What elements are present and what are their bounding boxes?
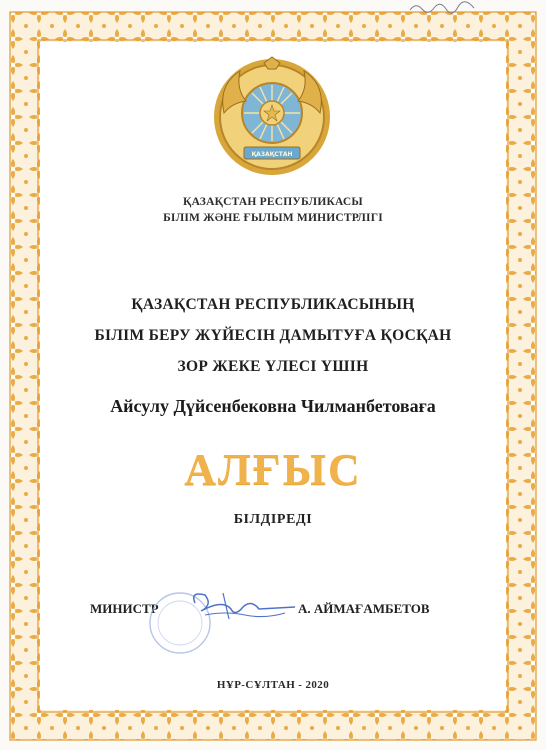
heading-line-2: БІЛІМ БЕРУ ЖҮЙЕСІН ДАМЫТУҒА ҚОСҚАН <box>94 327 452 344</box>
expresses-verb: БІЛДІРЕДІ <box>233 512 313 527</box>
recipient-name: Айсулу Дүйсенбековна Чилманбетоваға <box>110 396 436 416</box>
signatory-title: МИНИСТР <box>90 601 159 616</box>
ministry-name-line-1: ҚАЗАҚСТАН РЕСПУБЛИКАСЫ <box>183 196 363 208</box>
svg-text:ҚАЗАҚСТАН: ҚАЗАҚСТАН <box>251 151 293 158</box>
state-emblem-icon <box>210 55 334 179</box>
heading-line-3: ЗОР ЖЕКЕ ҮЛЕСІ ҮШІН <box>177 358 369 375</box>
heading-line-1: ҚАЗАҚСТАН РЕСПУБЛИКАСЫНЫҢ <box>131 296 415 313</box>
certificate-title: АЛҒЫС <box>184 445 362 494</box>
signatory-name: А. АЙМАҒАМБЕТОВ <box>298 601 430 616</box>
signature-stamp-icon <box>135 585 310 655</box>
handwritten-note-scribble <box>408 0 478 16</box>
ministry-name-line-2: БІЛІМ ЖӘНЕ ҒЫЛЫМ МИНИСТРЛІГІ <box>163 212 383 224</box>
place-and-year: НҰР-СҰЛТАН - 2020 <box>216 679 330 691</box>
